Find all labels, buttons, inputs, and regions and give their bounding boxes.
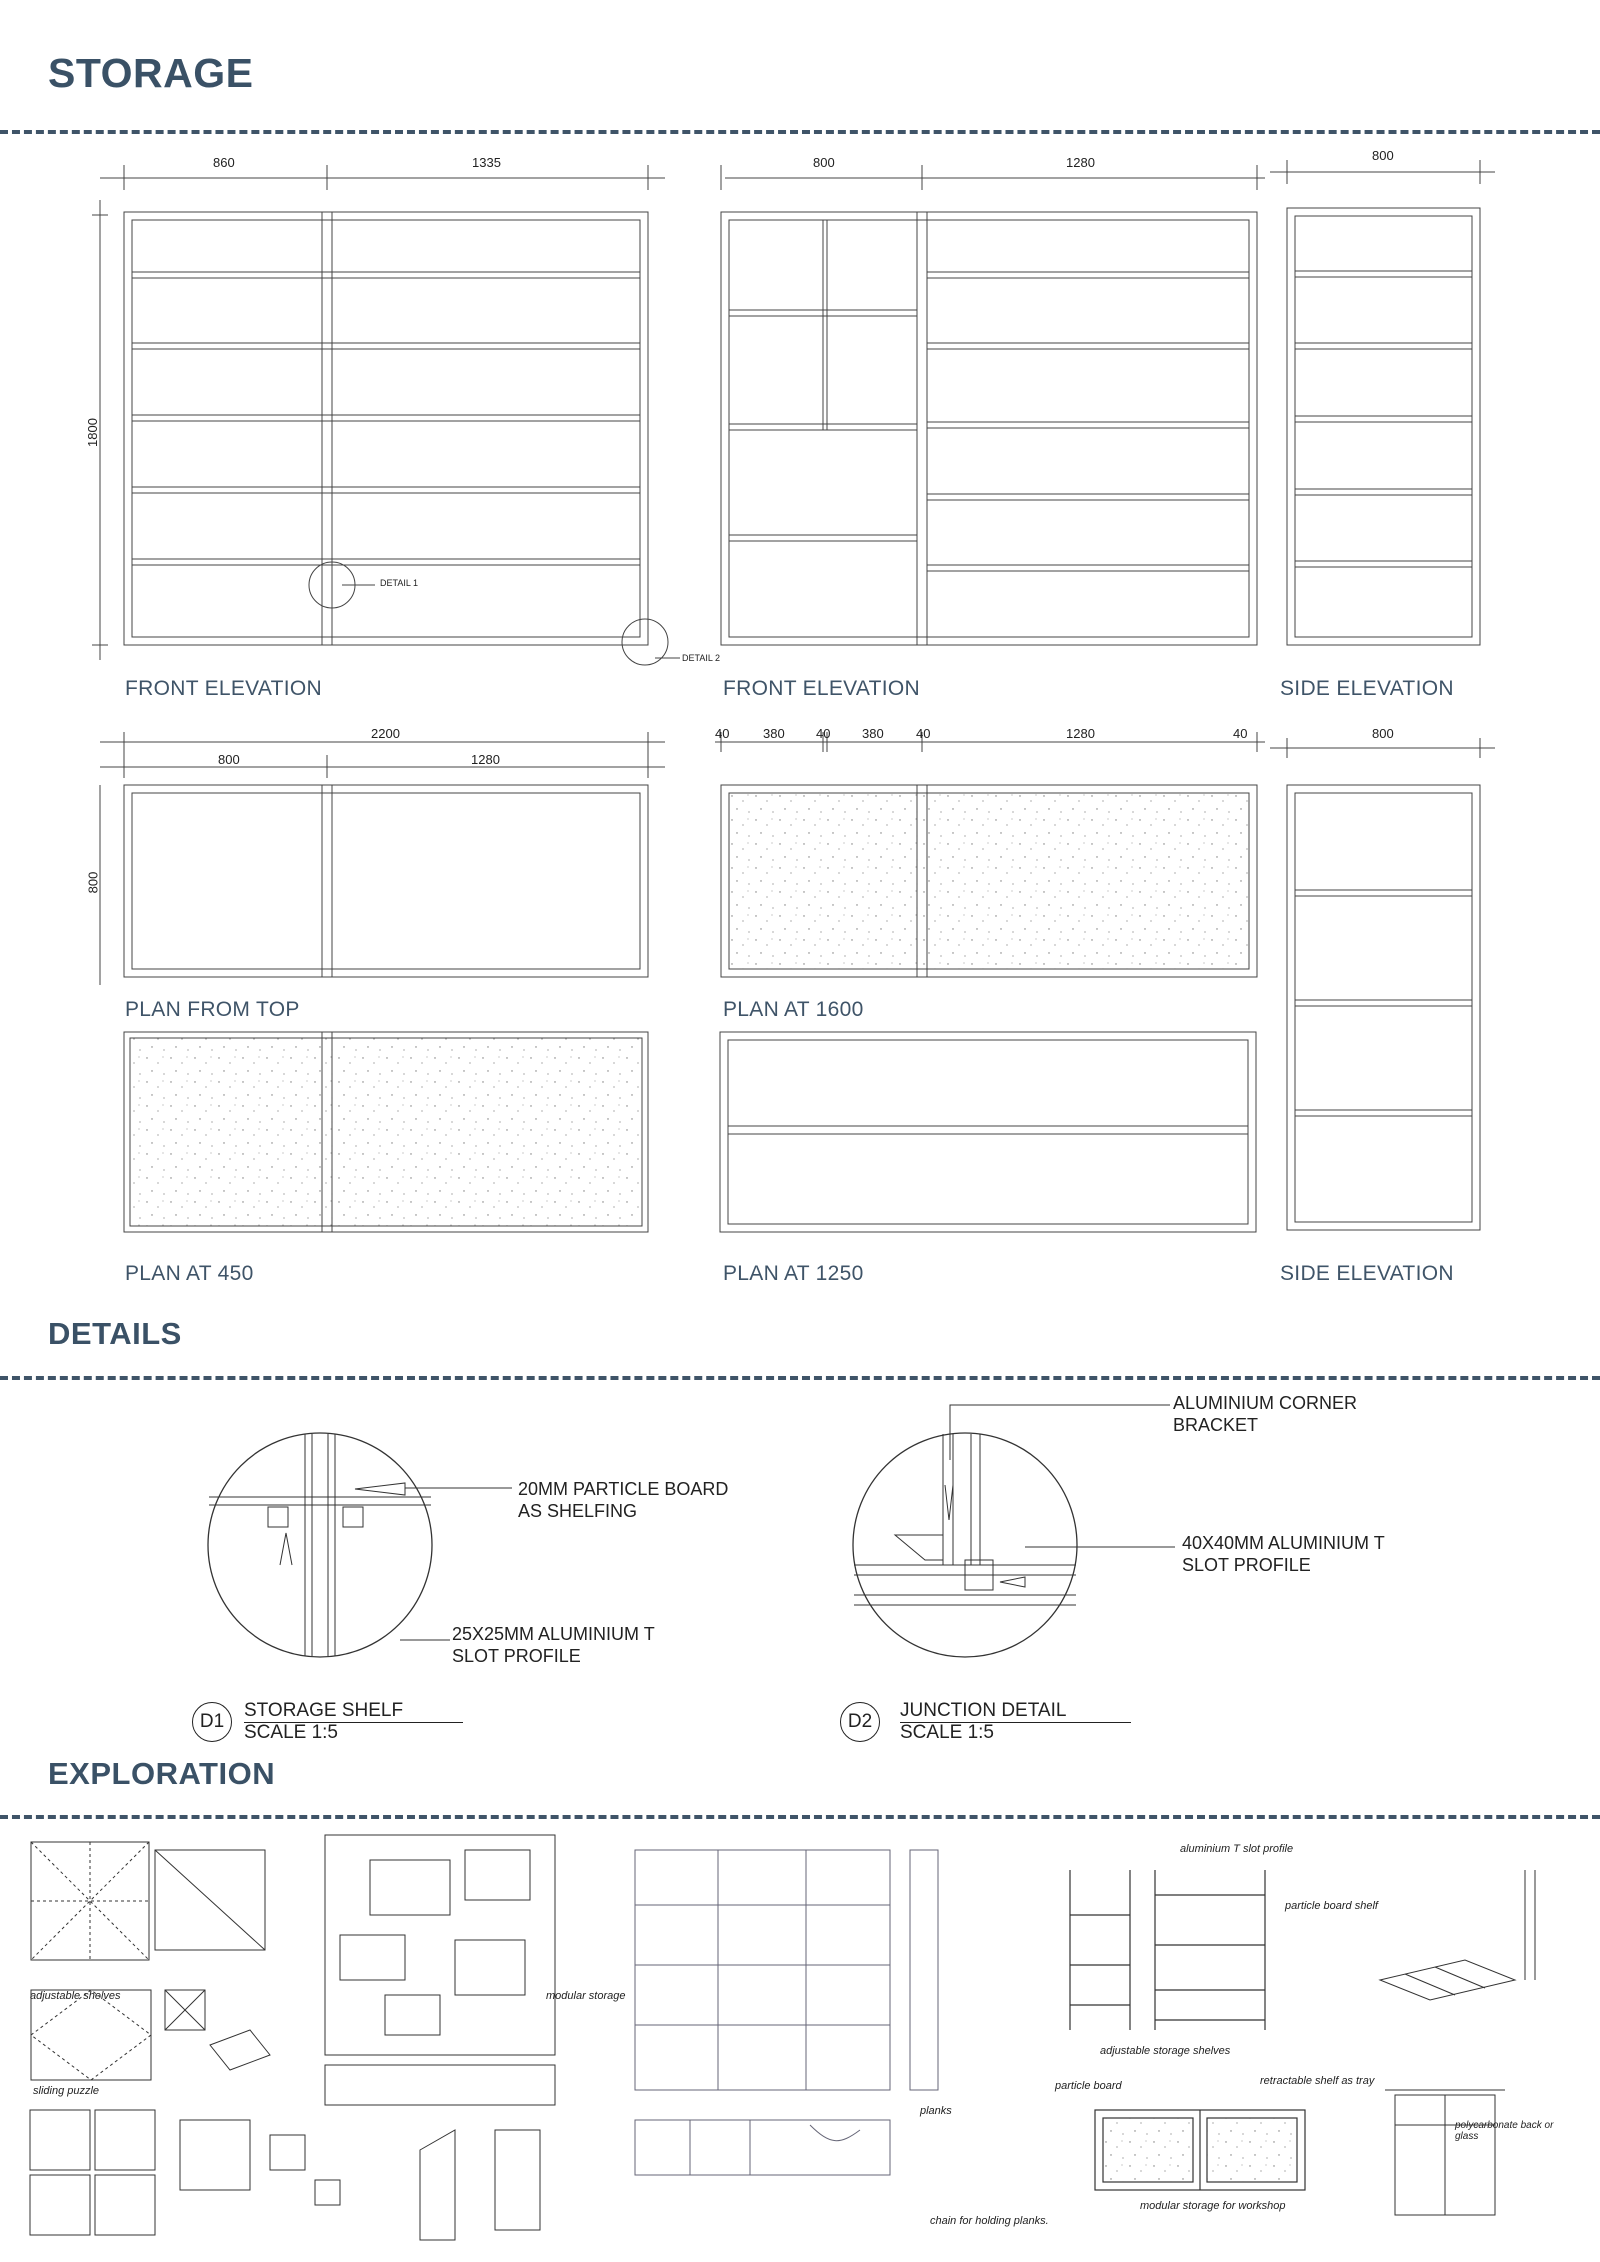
sketch-corner-profile	[1375, 1850, 1575, 2230]
dim-860: 860	[213, 155, 235, 170]
d1-scale: SCALE 1:5	[244, 1722, 338, 1743]
front-elevation-drawing-2	[705, 140, 1275, 660]
label-plan-at-1600: PLAN AT 1600	[723, 998, 864, 1021]
section-title-details: DETAILS	[48, 1316, 182, 1351]
section-divider	[0, 130, 1600, 134]
sketch-3-note-1: aluminium T slot profile	[1180, 1843, 1294, 1855]
label-side-elevation-2: SIDE ELEVATION	[1280, 1262, 1454, 1285]
dim-40-a: 40	[715, 726, 730, 741]
dim-40-d: 40	[1233, 726, 1248, 741]
plan-from-top-drawing	[60, 720, 680, 990]
dim-800-side-2: 800	[1372, 726, 1394, 741]
dim-1280: 1280	[1066, 155, 1095, 170]
sketch-3-note-5: retractable shelf as tray	[1260, 2075, 1375, 2087]
section-title-storage: STORAGE	[48, 50, 254, 96]
d1-note-board: 20MM PARTICLE BOARD AS SHELFING	[518, 1479, 729, 1521]
dim-40-c: 40	[916, 726, 931, 741]
label-plan-at-1250: PLAN AT 1250	[723, 1262, 864, 1285]
label-plan-from-top: PLAN FROM TOP	[125, 998, 300, 1021]
d2-note-profile: 40X40MM ALUMINIUM T SLOT PROFILE	[1182, 1533, 1385, 1575]
d2-note-bracket: ALUMINIUM CORNER BRACKET	[1173, 1393, 1358, 1435]
label-plan-at-450: PLAN AT 450	[125, 1262, 254, 1285]
side-elevation-drawing-1	[1265, 140, 1505, 660]
plan-at-1250-drawing	[718, 1030, 1258, 1235]
d1-number-badge: D1	[192, 1702, 232, 1742]
dim-800-plan: 800	[218, 752, 240, 767]
dim-1280-1600: 1280	[1066, 726, 1095, 741]
sketch-4-note-1: polycarbonate back or glass	[1455, 2120, 1554, 2142]
d1-title: STORAGE SHELF	[244, 1700, 463, 1723]
label-front-elevation-2: FRONT ELEVATION	[723, 677, 921, 700]
front-elevation-drawing-1	[60, 140, 680, 680]
sketch-2-note-1: planks	[920, 2105, 952, 2117]
dim-1335: 1335	[472, 155, 501, 170]
plan-at-450-drawing	[120, 1030, 650, 1235]
section-divider	[0, 1815, 1600, 1819]
sketch-3-note-3: adjustable storage shelves	[1100, 2045, 1231, 2057]
callout-detail-1: DETAIL 1	[380, 578, 419, 588]
sketch-3-note-2: particle board shelf	[1285, 1900, 1378, 1912]
dim-800-side: 800	[1372, 148, 1394, 163]
sketch-2-note-2: chain for holding planks.	[930, 2215, 1049, 2227]
section-divider	[0, 1376, 1600, 1380]
dim-380-a: 380	[763, 726, 785, 741]
sketch-3-note-6: modular storage for workshop	[1140, 2200, 1286, 2212]
d1-note-profile: 25X25MM ALUMINIUM T SLOT PROFILE	[452, 1624, 655, 1666]
callout-detail-2: DETAIL 2	[682, 653, 721, 663]
section-title-exploration: EXPLORATION	[48, 1756, 276, 1791]
sketch-1-note-2: modular storage	[546, 1990, 626, 2002]
dim-800-depth: 800	[85, 871, 101, 894]
dim-380-b: 380	[862, 726, 884, 741]
label-front-elevation-1: FRONT ELEVATION	[125, 677, 323, 700]
side-elevation-drawing-2	[1265, 720, 1505, 1240]
label-side-elevation-1: SIDE ELEVATION	[1280, 677, 1454, 700]
plan-at-1600-drawing	[705, 720, 1275, 990]
sketch-1-note-3: adjustable shelves	[30, 1990, 121, 2002]
d2-scale: SCALE 1:5	[900, 1722, 994, 1743]
d2-number-badge: D2	[840, 1702, 880, 1742]
dim-1800: 1800	[84, 418, 100, 447]
sketch-1-note-1: sliding puzzle	[33, 2085, 100, 2097]
dim-1280-plan: 1280	[471, 752, 500, 767]
sketch-modular-grids	[25, 1830, 580, 2260]
d2-title: JUNCTION DETAIL	[900, 1700, 1131, 1723]
sketch-chain-shelf	[630, 1845, 960, 2245]
dim-800: 800	[813, 155, 835, 170]
dim-2200: 2200	[371, 726, 400, 741]
sketch-3-note-4: particle board	[1055, 2080, 1122, 2092]
detail-d2-leaders	[945, 1400, 1185, 1560]
dim-40-b: 40	[816, 726, 831, 741]
